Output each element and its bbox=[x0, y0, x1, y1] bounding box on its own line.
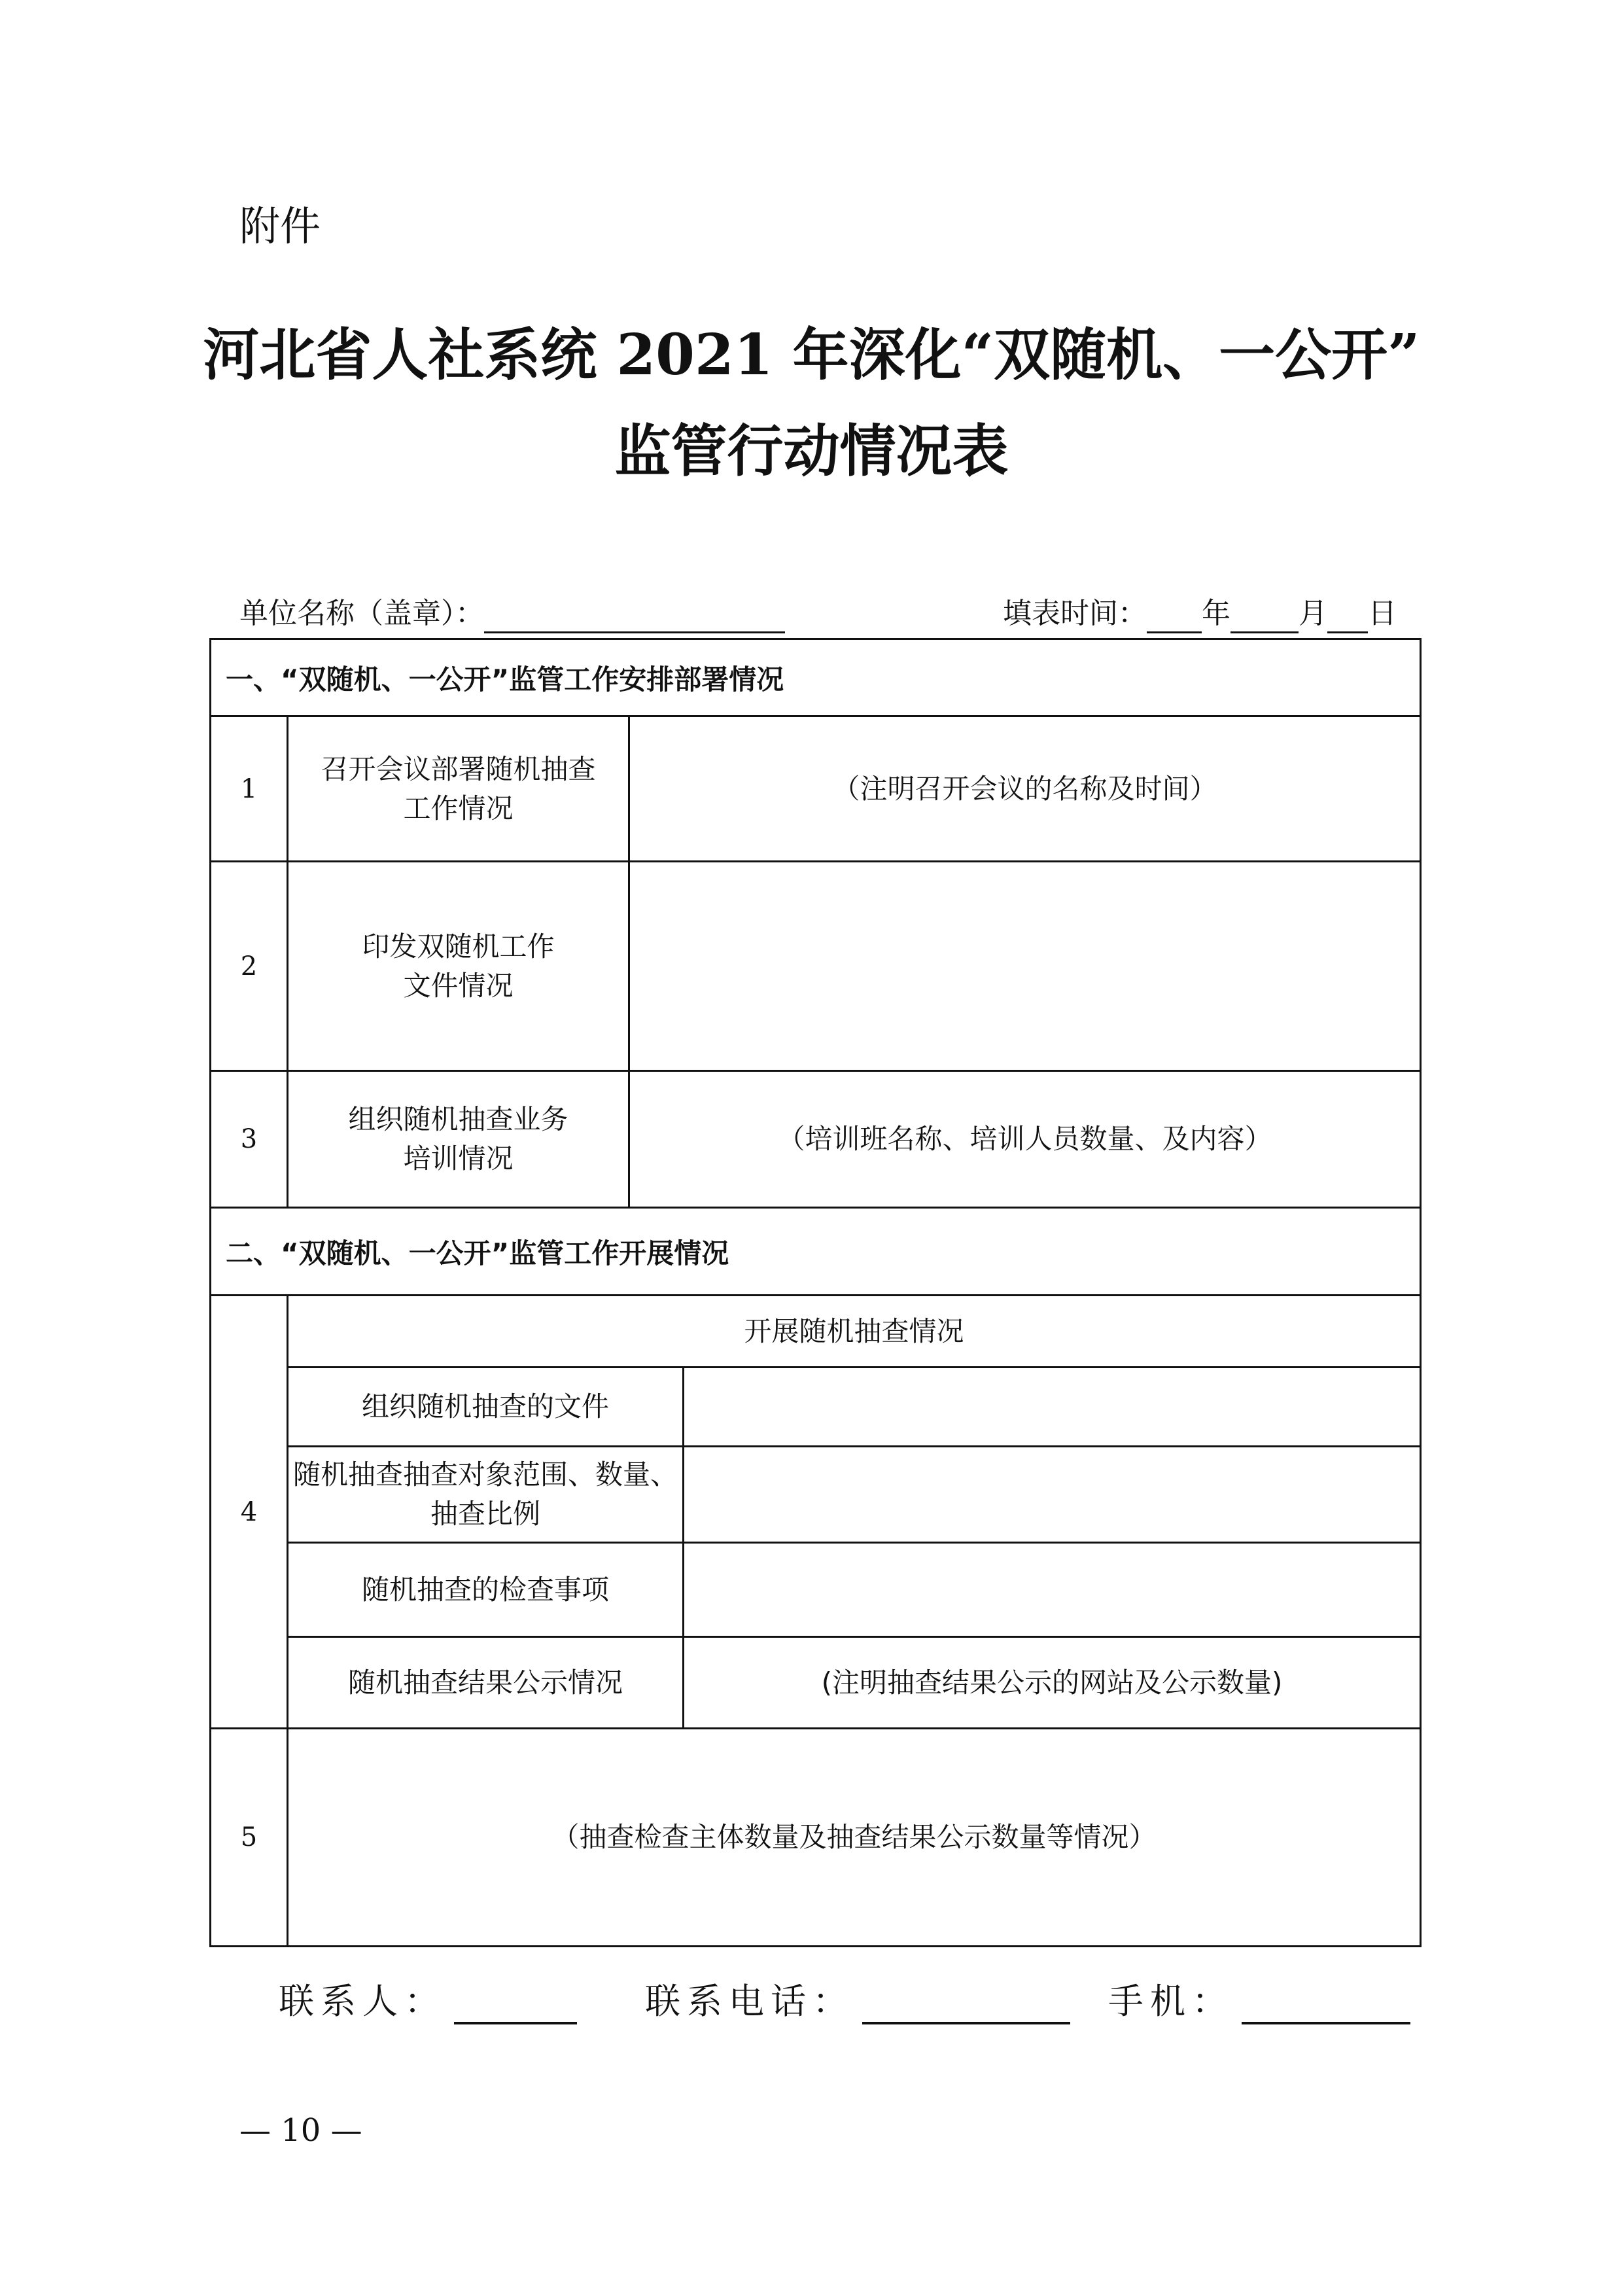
contact-blank[interactable] bbox=[454, 1985, 577, 2024]
year-blank[interactable] bbox=[1147, 600, 1202, 633]
phone-blank[interactable] bbox=[862, 1985, 1070, 2024]
month-label: 月 bbox=[1299, 597, 1327, 630]
contact-label: 联系人： bbox=[279, 1981, 446, 2022]
row-item-label: 召开会议部署随机抽查 工作情况 bbox=[321, 752, 596, 824]
row-note-cell[interactable]: （注明召开会议的名称及时间） bbox=[832, 772, 1217, 805]
row-note-cell[interactable] bbox=[684, 1368, 1420, 1445]
row-note-cell[interactable]: （抽查检查主体数量及抽查结果公示数量等情况） bbox=[551, 1821, 1157, 1853]
contact-field bbox=[279, 1979, 577, 2024]
report-table bbox=[209, 638, 1422, 1947]
random-check-header: 开展随机抽查情况 bbox=[744, 1315, 964, 1347]
annex-label: 附件 bbox=[239, 202, 321, 250]
row-number: 2 bbox=[240, 951, 258, 981]
row-number: 3 bbox=[240, 1124, 258, 1154]
mobile-blank[interactable] bbox=[1242, 1985, 1410, 2024]
mobile-label: 手机： bbox=[1108, 1981, 1234, 2022]
phone-field bbox=[645, 1979, 1070, 2024]
row-note-cell[interactable]: (注明抽查结果公示的网站及公示数量) bbox=[821, 1666, 1283, 1699]
row-note-cell[interactable] bbox=[684, 1544, 1420, 1636]
fill-time-label: 填表时间： bbox=[1003, 597, 1147, 630]
document-title-line1: 河北省人社系统 2021 年深化“双随机、一公开” bbox=[203, 322, 1420, 388]
unit-name-label: 单位名称（盖章）： bbox=[239, 597, 484, 630]
row-number: 5 bbox=[240, 1822, 258, 1852]
unit-name-field bbox=[239, 594, 785, 633]
unit-name-blank[interactable] bbox=[484, 600, 785, 633]
section-heading-1: 一、“双随机、一公开”监管工作安排部署情况 bbox=[226, 663, 784, 696]
row-number: 4 bbox=[240, 1496, 258, 1527]
row-number: 1 bbox=[240, 773, 258, 804]
day-blank[interactable] bbox=[1327, 600, 1368, 633]
day-label: 日 bbox=[1368, 597, 1397, 630]
phone-label: 联系电话： bbox=[645, 1981, 854, 2022]
row-note-cell[interactable] bbox=[684, 1447, 1420, 1542]
row-note-cell[interactable] bbox=[630, 862, 1420, 1070]
row-item-label: 随机抽查抽查对象范围、数量、 抽查比例 bbox=[292, 1458, 678, 1530]
row-item-label: 随机抽查的检查事项 bbox=[361, 1573, 609, 1606]
row-item-label: 随机抽查结果公示情况 bbox=[347, 1666, 623, 1699]
row-item-label: 印发双随机工作 文件情况 bbox=[362, 930, 555, 1002]
fill-time-field bbox=[1003, 594, 1397, 633]
month-blank[interactable] bbox=[1230, 600, 1299, 633]
row-item-label: 组织随机抽查业务 培训情况 bbox=[348, 1103, 568, 1174]
page-number: — 10 — bbox=[239, 2112, 362, 2149]
row-note-cell[interactable]: （培训班名称、培训人员数量、及内容） bbox=[777, 1123, 1272, 1155]
row-item-label: 组织随机抽查的文件 bbox=[361, 1390, 609, 1422]
mobile-field bbox=[1108, 1979, 1410, 2024]
year-label: 年 bbox=[1202, 597, 1230, 630]
document-title-line2: 监管行动情况表 bbox=[614, 418, 1009, 484]
section-heading-2: 二、“双随机、一公开”监管工作开展情况 bbox=[226, 1237, 729, 1269]
